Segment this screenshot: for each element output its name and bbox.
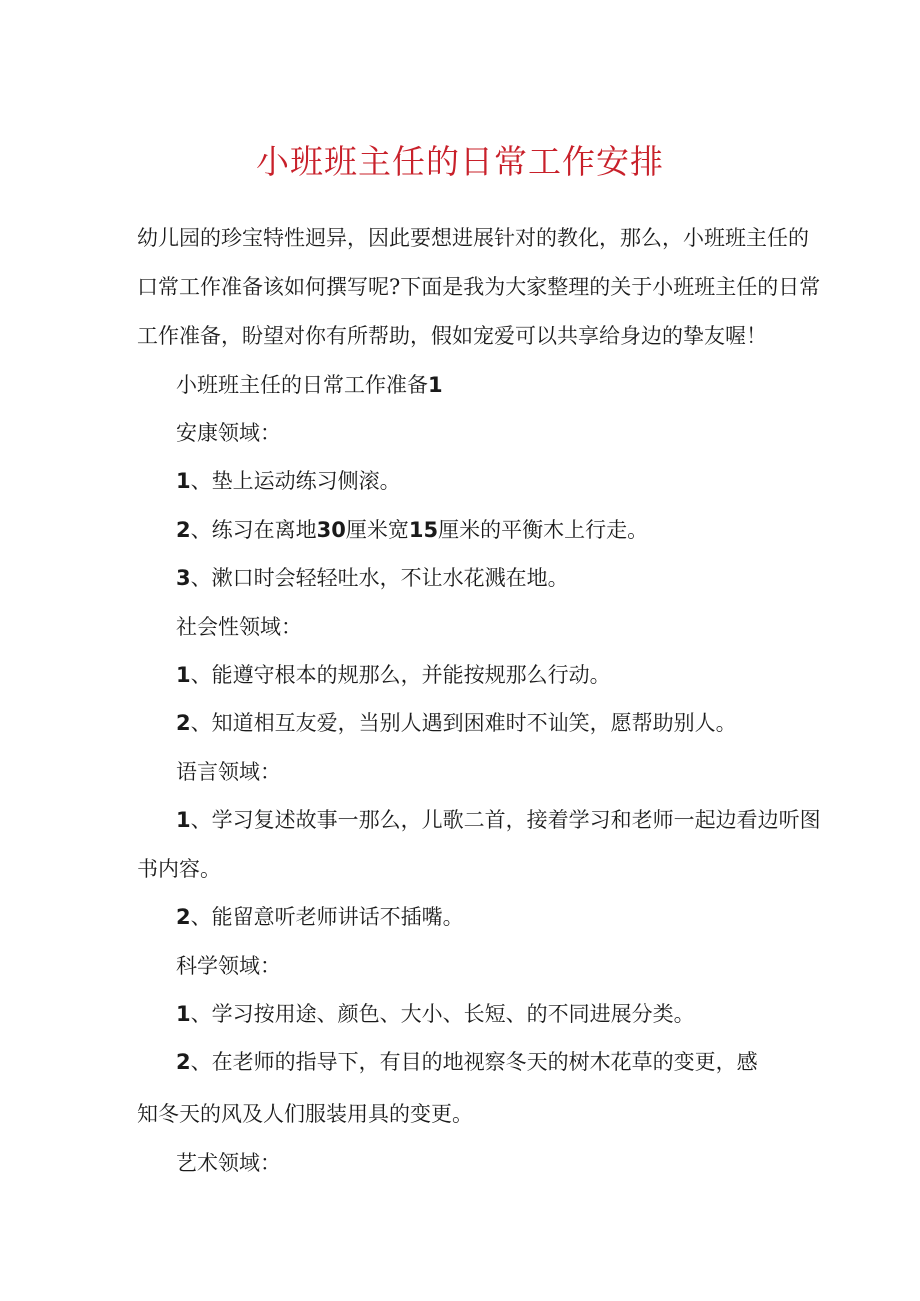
language-item-2: [176, 903, 464, 931]
item-text: 、知道相互友爱，当别人遇到困难时不讪笑，愿帮助别人。: [190, 711, 737, 735]
item-number: 1: [176, 808, 191, 832]
item-number: 2: [176, 711, 191, 735]
plan-heading-text: 小班班主任的日常工作准备: [176, 373, 428, 397]
social-item-1: [176, 661, 611, 689]
item-text: 厘米宽: [345, 518, 409, 542]
item-text: 、漱口时会轻轻吐水，不让水花溅在地。: [190, 566, 569, 590]
plan-heading-number: 1: [428, 373, 443, 397]
science-item-2: [176, 1048, 758, 1076]
social-item-2: [176, 709, 737, 737]
health-item-1: [176, 467, 401, 495]
intro-line-1: 幼儿园的珍宝特性迥异，因此要想进展针对的教化，那么，小班班主任的: [137, 226, 809, 250]
science-item-2-continuation: 知冬天的风及人们服装用具的变更。: [137, 1102, 473, 1126]
intro-line-2: 口常工作准备该如何撰写呢?下面是我为大家整理的关于小班班主任的日常: [137, 275, 821, 299]
item-inline-number: 30: [316, 518, 346, 542]
item-text: 、垫上运动练习侧滚。: [190, 469, 401, 493]
health-item-3: [176, 564, 569, 592]
item-number: 2: [176, 1050, 191, 1074]
item-inline-number: 15: [408, 518, 439, 542]
item-number: 2: [176, 518, 191, 542]
item-text: 、练习在离地: [190, 518, 317, 542]
item-text: 、能遵守根本的规那么，并能按规那么行动。: [190, 663, 611, 687]
item-text: 、学习复述故事一那么，儿歌二首，接着学习和老师一起边看边听图: [190, 808, 821, 832]
section-heading-art: 艺术领域：: [176, 1151, 281, 1175]
item-number: 2: [176, 905, 191, 929]
language-item-1-continuation: 书内容。: [137, 857, 221, 881]
section-heading-health: 安康领域：: [176, 421, 281, 445]
science-item-1: [176, 1000, 695, 1028]
section-heading-science: 科学领域：: [176, 954, 281, 978]
section-heading-language: 语言领域：: [176, 760, 281, 784]
item-number: 1: [176, 663, 191, 687]
plan-heading: [176, 371, 443, 399]
item-number: 1: [176, 469, 191, 493]
item-text: 、能留意听老师讲话不插嘴。: [190, 905, 464, 929]
section-heading-social: 社会性领域：: [176, 615, 302, 639]
document-title: 小班班主任的日常工作安排: [256, 142, 664, 181]
item-number: 1: [176, 1002, 191, 1026]
item-text: 厘米的平衡木上行走。: [438, 518, 649, 542]
item-text: 、学习按用途、颜色、大小、长短、的不同进展分类。: [190, 1002, 695, 1026]
intro-line-3: 工作准备，盼望对你有所帮助，假如宠爱可以共享给身边的挚友喔！: [137, 324, 767, 348]
item-number: 3: [176, 566, 191, 590]
health-item-2: [176, 516, 648, 544]
language-item-1: [176, 806, 821, 834]
item-text: 、在老师的指导下，有目的地视察冬天的树木花草的变更，感: [190, 1050, 758, 1074]
